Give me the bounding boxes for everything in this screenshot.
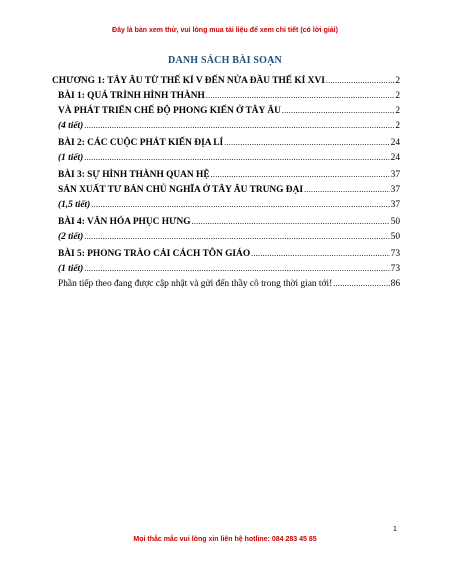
toc-entry-text: (2 tiết)	[58, 232, 84, 242]
leader-dots	[333, 276, 389, 291]
leader-dots	[91, 197, 389, 212]
toc-entry-text: (1,5 tiết)	[58, 200, 91, 210]
leader-dots	[84, 150, 389, 165]
leader-dots	[84, 118, 394, 133]
hotline-notice: Mọi thắc mắc vui lòng xin liên hệ hotline: 084 283 45 85	[133, 536, 317, 543]
toc-entry-page: 50	[390, 232, 400, 242]
toc-entry-text: BÀI 2: CÁC CUỘC PHÁT KIẾN ĐỊA LÍ	[58, 138, 224, 148]
toc-entry-page: 37	[390, 200, 400, 210]
toc-entry-text: VÀ PHÁT TRIỂN CHẾ ĐỘ PHONG KIẾN Ở TÂY ÂU	[58, 106, 281, 116]
toc-entry-lesson-2-duration[interactable]	[52, 150, 400, 165]
toc-entry-page: 2	[395, 121, 400, 131]
leader-dots	[251, 246, 390, 261]
toc-entry-lesson-1-duration[interactable]	[52, 118, 400, 133]
toc-entry-page: 24	[390, 153, 400, 163]
leader-dots	[282, 103, 394, 118]
leader-dots	[224, 135, 389, 150]
toc-entry-page: 73	[390, 249, 400, 259]
table-of-contents	[52, 73, 400, 291]
toc-entry-text: BÀI 5: PHONG TRÀO CẢI CÁCH TÔN GIÁO	[58, 249, 251, 259]
toc-entry-text: SẢN XUẤT TƯ BẢN CHỦ NGHĨA Ở TÂY ÂU TRUNG ĐẠI	[58, 185, 303, 195]
toc-entry-chapter-1[interactable]	[52, 73, 400, 88]
toc-entry-text: CHƯƠNG 1: TÂY ÂU TỪ THẾ KỈ V ĐẾN NỬA ĐẦU THẾ KỈ XVI	[52, 76, 325, 86]
toc-entry-page: 37	[390, 185, 400, 195]
toc-entry-page: 2	[395, 91, 400, 101]
toc-entry-lesson-5-duration[interactable]	[52, 261, 400, 276]
toc-entry-page: 73	[390, 264, 400, 274]
toc-entry-lesson-1-cont[interactable]	[52, 103, 400, 118]
leader-dots	[326, 73, 394, 88]
toc-entry-text: (1 tiết)	[58, 264, 84, 274]
toc-entry-lesson-5[interactable]	[52, 246, 400, 261]
toc-entry-text: BÀI 1: QUÁ TRÌNH HÌNH THÀNH	[58, 91, 205, 101]
leader-dots	[206, 88, 395, 103]
toc-entry-continuation-note[interactable]	[52, 276, 400, 291]
toc-entry-page: 50	[390, 217, 400, 227]
toc-entry-lesson-4-duration[interactable]	[52, 229, 400, 244]
toc-entry-lesson-3-duration[interactable]	[52, 197, 400, 212]
toc-entry-page: 37	[390, 170, 400, 180]
toc-entry-page: 24	[390, 138, 400, 148]
toc-entry-lesson-4[interactable]	[52, 214, 400, 229]
leader-dots	[211, 167, 390, 182]
leader-dots	[304, 182, 390, 197]
leader-dots	[84, 261, 389, 276]
toc-entry-text: Phần tiếp theo đang được cập nhật và gửi đến thầy cô trong thời gian tới!	[58, 279, 333, 289]
toc-entry-lesson-1[interactable]	[52, 88, 400, 103]
toc-entry-lesson-3[interactable]	[52, 167, 400, 182]
toc-entry-text: BÀI 4: VĂN HÓA PHỤC HƯNG	[58, 217, 191, 227]
toc-entry-page: 2	[395, 106, 400, 116]
toc-entry-page: 2	[395, 76, 400, 86]
toc-entry-lesson-3-cont[interactable]	[52, 182, 400, 197]
toc-entry-page: 86	[390, 279, 400, 289]
toc-entry-text: (1 tiết)	[58, 153, 84, 163]
toc-entry-text: BÀI 3: SỰ HÌNH THÀNH QUAN HỆ	[58, 170, 210, 180]
leader-dots	[84, 229, 389, 244]
toc-entry-lesson-2[interactable]	[52, 135, 400, 150]
page-number: 1	[393, 526, 397, 533]
preview-notice: Đây là bản xem thử, vui lòng mua tài liệu để xem chi tiết (có lời giải)	[112, 27, 338, 34]
leader-dots	[192, 214, 390, 229]
toc-title: DANH SÁCH BÀI SOẠN	[168, 55, 282, 66]
toc-entry-text: (4 tiết)	[58, 121, 84, 131]
